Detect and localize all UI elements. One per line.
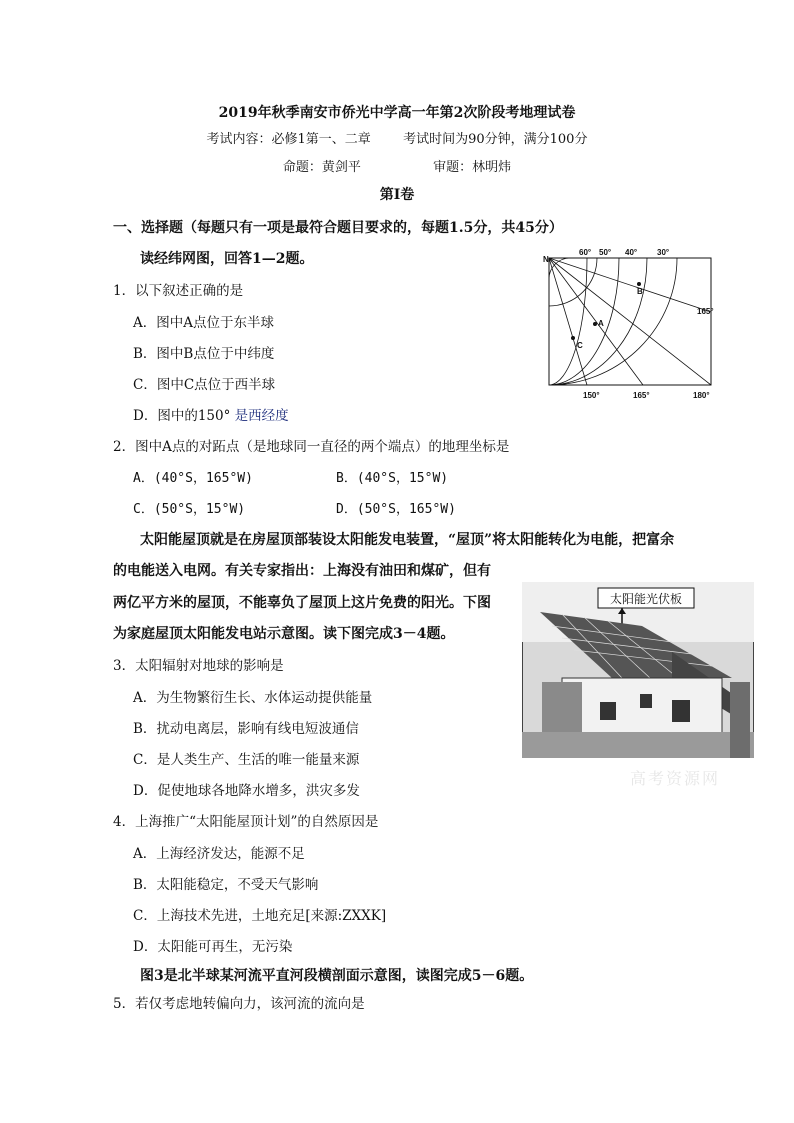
solar-caption: 太阳能光伏板 — [609, 592, 683, 606]
q3-stem: 3．太阳辐射对地球的影响是 — [113, 658, 284, 674]
section-heading: 一、选择题（每题只有一项是最符合题目要求的，每题1.5分，共45分） — [113, 220, 563, 236]
solar-roof-figure — [522, 582, 754, 758]
exam-scope: 考试内容：必修1第一、二章 — [206, 132, 371, 147]
q1-stem: 1．以下叙述正确的是 — [113, 283, 244, 299]
q1-option-c: C．图中C点位于西半球 — [133, 377, 276, 393]
q2-option-d: D．(50°S，165°W) — [336, 502, 456, 517]
grid-pole-label: N — [543, 255, 549, 264]
q4-option-a: A．上海经济发达，能源不足 — [133, 846, 305, 862]
exam-time: 考试时间为90分钟，满分100分 — [403, 132, 588, 147]
passage-5-6: 图3是北半球某河流平直河段横剖面示意图，读图完成5－6题。 — [140, 968, 534, 984]
q2-option-a: A．(40°S，165°W) — [133, 471, 253, 486]
q4-option-c: C．上海技术先进，土地充足[来源:ZXXK] — [133, 908, 387, 924]
grid-top-label: 60° — [579, 248, 592, 257]
passage-line: 的电能送入电网。有关专家指出：上海没有油田和煤矿，但有 — [113, 563, 491, 579]
grid-right-label: 165° — [697, 307, 714, 316]
q1-option-a: A．图中A点位于东半球 — [133, 315, 274, 331]
q1-option-b: B．图中B点位于中纬度 — [133, 346, 275, 362]
setter: 命题：黄剑平 — [282, 160, 361, 175]
q4-stem: 4．上海推广“太阳能屋顶计划”的自然原因是 — [113, 814, 379, 830]
grid-point-a: A — [598, 319, 604, 328]
grid-top-label: 50° — [599, 248, 612, 257]
grid-point-c: C — [577, 341, 583, 350]
grid-point-b: B — [637, 287, 643, 296]
volume-heading: 第Ⅰ卷 — [379, 187, 415, 203]
q3-option-c: C．是人类生产、生活的唯一能量来源 — [133, 752, 360, 768]
q1-option-d-prefix: D．图中的150° — [133, 408, 231, 424]
q3-option-a: A．为生物繁衍生长、水体运动提供能量 — [133, 690, 373, 706]
q1-option-d — [133, 404, 289, 424]
grid-bottom-label: 150° — [583, 391, 600, 400]
q3-option-b: B．扰动电离层，影响有线电短波通信 — [133, 721, 359, 737]
grid-top-label: 30° — [657, 248, 670, 257]
passage-line: 为家庭屋顶太阳能发电站示意图。读下图完成3－4题。 — [113, 626, 455, 642]
q2-option-b: B．(40°S，15°W) — [336, 471, 449, 486]
passage-line: 太阳能屋顶就是在房屋顶部装设太阳能发电装置，“屋顶”将太阳能转化为电能，把富余 — [140, 532, 675, 548]
author-line — [0, 156, 794, 175]
reviewer: 审题：林明炜 — [433, 160, 512, 175]
grid-top-label: 40° — [625, 248, 638, 257]
intro-q1-2: 读经纬网图，回答1—2题。 — [140, 251, 314, 267]
q5-stem: 5．若仅考虑地转偏向力，该河流的流向是 — [113, 996, 365, 1012]
watermark: 高考资源网 — [630, 769, 721, 788]
graticule-figure — [543, 248, 723, 406]
exam-info — [0, 128, 794, 147]
q4-option-b: B．太阳能稳定，不受天气影响 — [133, 877, 319, 893]
q4-option-d: D．太阳能可再生，无污染 — [133, 939, 293, 955]
grid-bottom-label: 165° — [633, 391, 650, 400]
passage-line: 两亿平方米的屋顶，不能辜负了屋顶上这片免费的阳光。下图 — [113, 595, 491, 611]
q1-option-d-suffix: 是西经度 — [234, 408, 289, 424]
exam-title: 2019年秋季南安市侨光中学高一年第2次阶段考地理试卷 — [218, 105, 576, 121]
q2-stem: 2．图中A点的对跖点（是地球同一直径的两个端点）的地理坐标是 — [113, 439, 510, 455]
q3-option-d: D．促使地球各地降水增多，洪灾多发 — [133, 783, 360, 799]
q2-option-c: C．(50°S，15°W) — [133, 502, 246, 517]
grid-bottom-label: 180° — [693, 391, 710, 400]
